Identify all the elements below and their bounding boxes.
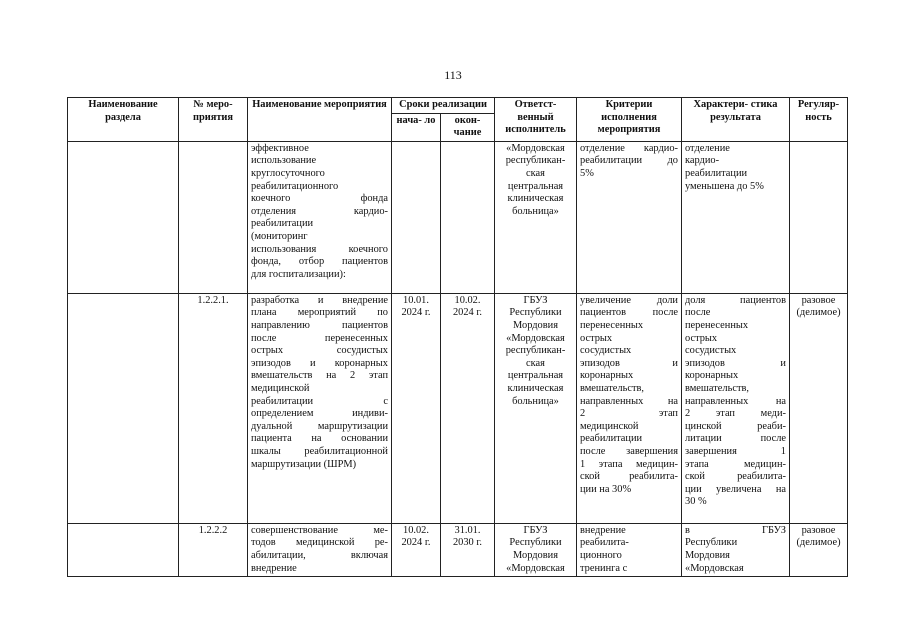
cell-line: больница»	[512, 395, 559, 407]
header-responsible: Ответст- венный исполнитель	[495, 98, 577, 142]
cell-line: эпизодов и коронарных	[251, 357, 388, 369]
cell-line: доля пациентов	[685, 294, 786, 306]
cell-line: реабилитации с	[251, 395, 388, 407]
cell-line: Мордовия	[685, 549, 730, 561]
cell-line: шкалы реабилитационной	[251, 445, 388, 457]
cell-line: 30 %	[685, 496, 707, 508]
cell-line: острых	[685, 332, 718, 344]
cell-line: плана мероприятий по	[251, 307, 388, 319]
cell-line: острых сосудистых	[251, 345, 388, 357]
cell-responsible	[495, 141, 577, 293]
cell-line: эпизодов и	[580, 357, 678, 369]
cell-line: сосудистых	[580, 345, 632, 357]
cell-line: вмешательств,	[580, 382, 644, 394]
cell-line: медицинской	[251, 382, 310, 394]
cell-line: ции на 30%	[580, 483, 632, 495]
cell-line: 5%	[580, 167, 594, 179]
cell-line: после	[685, 307, 711, 319]
cell-end	[441, 293, 495, 523]
cell-line: Мордовия	[513, 319, 558, 331]
cell-line: «Мордовская	[506, 142, 565, 154]
cell-measure-no: 1.2.2.1.	[179, 293, 248, 523]
cell-line: внедрение	[580, 524, 626, 536]
cell-line: ской реабилита-	[685, 471, 786, 483]
cell-regularity	[790, 141, 848, 293]
cell-criteria	[577, 523, 682, 576]
cell-line: клиническая	[507, 382, 564, 394]
cell-line: после перенесенных	[251, 332, 388, 344]
cell-line: коечного фонда	[251, 193, 388, 205]
cell-line: сосудистых	[685, 345, 737, 357]
cell-start	[392, 293, 441, 523]
cell-line: направленных на	[580, 395, 678, 407]
cell-line: отделение	[685, 142, 730, 154]
cell-line: после завершения	[580, 445, 678, 457]
cell-line: пациентов после	[580, 307, 678, 319]
cell-line: больница»	[512, 205, 559, 217]
cell-line: маршрутизации (ШРМ)	[251, 458, 357, 470]
cell-line: дуальной маршрутизации	[251, 420, 388, 432]
cell-line: реабилитации	[580, 433, 643, 445]
cell-line: медицинской	[580, 420, 639, 432]
cell-line: фонда, отбор пациентов	[251, 256, 388, 268]
cell-line: 1 этапа медицин-	[580, 458, 678, 470]
cell-line: «Мордовская	[685, 562, 744, 574]
table-row	[68, 523, 848, 576]
cell-line: Мордовия	[513, 549, 558, 561]
cell-line: реабилитационного	[251, 180, 339, 192]
cell-line: отделение кардио-	[580, 142, 678, 154]
cell-line: республикан-	[505, 155, 566, 167]
cell-line: уменьшена до 5%	[685, 180, 764, 192]
cell-line: направленных на	[685, 395, 786, 407]
cell-line: ГБУЗ	[523, 524, 548, 536]
cell-line: ская	[526, 357, 545, 369]
cell-result	[682, 293, 790, 523]
cell-line: республикан-	[505, 345, 566, 357]
cell-line: (делимое)	[796, 537, 841, 549]
table-body	[68, 141, 848, 576]
cell-line: разовое	[801, 524, 836, 536]
cell-line: Республики	[509, 307, 562, 319]
cell-measure-no	[179, 141, 248, 293]
cell-line: (мониторинг	[251, 230, 308, 242]
cell-line: тодов медицинской ре-	[251, 537, 388, 549]
cell-line: 2030 г.	[452, 537, 483, 549]
cell-line: перенесенных	[580, 319, 644, 331]
cell-section	[68, 523, 179, 576]
cell-line: кардио-	[685, 155, 720, 167]
table-row	[68, 293, 848, 523]
header-regularity: Регуляр- ность	[790, 98, 848, 142]
header-end: окон- чание	[441, 113, 495, 141]
cell-line: 31.01.	[454, 524, 481, 536]
cell-line: реабилитации	[685, 167, 748, 179]
cell-line: совершенствование ме-	[251, 524, 388, 536]
cell-line: абилитации, включая	[251, 549, 388, 561]
cell-line: коронарных	[580, 370, 634, 382]
cell-line: вмешательств на 2 этап	[251, 370, 388, 382]
cell-line: Республики	[509, 537, 562, 549]
cell-measure-name	[248, 523, 392, 576]
cell-line: 2 этап	[580, 408, 678, 420]
cell-line: «Мордовская	[506, 562, 565, 574]
cell-line: увеличение доли	[580, 294, 678, 306]
cell-line: литации после	[685, 433, 786, 445]
cell-line: направлению пациентов	[251, 319, 388, 331]
cell-line: цинской реаби-	[685, 420, 786, 432]
cell-section	[68, 293, 179, 523]
cell-line: круглосуточного	[251, 167, 325, 179]
cell-line: пациента на основании	[251, 433, 388, 445]
cell-line: ции увеличена на	[685, 483, 786, 495]
cell-line: Республики	[685, 537, 738, 549]
cell-line: тренинга с	[580, 562, 628, 574]
cell-measure-name	[248, 293, 392, 523]
cell-line: вмешательств,	[685, 382, 749, 394]
cell-line: перенесенных	[685, 319, 749, 331]
cell-line: клиническая	[507, 193, 564, 205]
cell-line: коронарных	[685, 370, 739, 382]
cell-measure-no: 1.2.2.2	[179, 523, 248, 576]
cell-line: 2024 г.	[452, 307, 483, 319]
cell-line: использования коечного	[251, 243, 388, 255]
cell-line: реабилитации	[251, 218, 314, 230]
cell-line: 2024 г.	[401, 307, 431, 319]
cell-measure-name	[248, 141, 392, 293]
cell-regularity	[790, 523, 848, 576]
cell-line: этапа медицин-	[685, 458, 786, 470]
cell-line: ционного	[580, 549, 622, 561]
cell-line: 10.02.	[454, 294, 481, 306]
cell-line: (делимое)	[796, 307, 841, 319]
header-start: нача- ло	[392, 113, 441, 141]
cell-start	[392, 523, 441, 576]
cell-line: ская	[526, 167, 545, 179]
page-number: 113	[444, 68, 462, 82]
cell-line: центральная	[507, 180, 564, 192]
cell-line: 2 этап меди-	[685, 408, 786, 420]
cell-line: разовое	[801, 294, 836, 306]
cell-line: острых	[580, 332, 613, 344]
cell-line: для госпитализации):	[251, 268, 346, 280]
header-terms: Сроки реализации	[392, 98, 495, 114]
cell-line: «Мордовская	[506, 332, 565, 344]
measures-table	[67, 97, 848, 577]
header-measure-no: № меро- приятия	[179, 98, 248, 142]
cell-line: определением индиви-	[251, 408, 388, 420]
header-section-name: Наименование раздела	[68, 98, 179, 142]
cell-responsible	[495, 523, 577, 576]
header-measure-name: Наименование мероприятия	[248, 98, 392, 142]
cell-line: 10.02.	[403, 524, 429, 536]
cell-line: 2024 г.	[401, 537, 431, 549]
cell-responsible	[495, 293, 577, 523]
cell-line: эффективное	[251, 142, 309, 154]
cell-line: использование	[251, 155, 317, 167]
cell-regularity	[790, 293, 848, 523]
cell-result	[682, 141, 790, 293]
cell-end	[441, 141, 495, 293]
cell-start	[392, 141, 441, 293]
header-criteria: Критерии исполнения мероприятия	[577, 98, 682, 142]
cell-line: ГБУЗ	[523, 294, 548, 306]
cell-line: ской реабилита-	[580, 471, 678, 483]
cell-end	[441, 523, 495, 576]
cell-line: в ГБУЗ	[685, 524, 786, 536]
cell-section	[68, 141, 179, 293]
cell-criteria	[577, 141, 682, 293]
cell-line: эпизодов и	[685, 357, 786, 369]
cell-result	[682, 523, 790, 576]
cell-line: 10.01.	[403, 294, 429, 306]
header-row	[68, 98, 848, 114]
cell-criteria	[577, 293, 682, 523]
header-result: Характери- стика результата	[682, 98, 790, 142]
cell-line: завершения 1	[685, 445, 786, 457]
table-row	[68, 141, 848, 293]
cell-line: внедрение	[251, 562, 297, 574]
cell-line: реабилита-	[580, 537, 629, 549]
cell-line: отделения кардио-	[251, 205, 388, 217]
cell-line: разработка и внедрение	[251, 294, 388, 306]
cell-line: реабилитации до	[580, 155, 678, 167]
cell-line: центральная	[507, 370, 564, 382]
